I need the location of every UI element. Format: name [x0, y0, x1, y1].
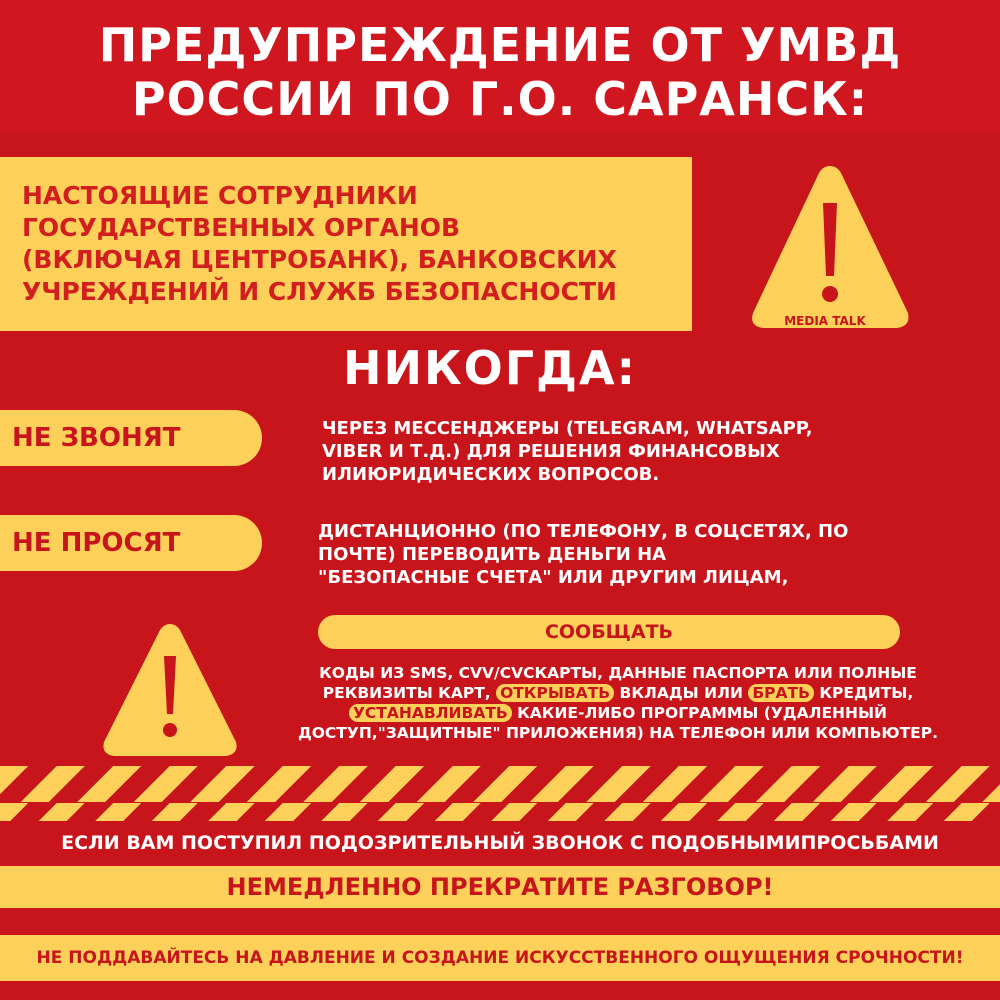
report-details [268, 663, 968, 743]
highlight-take: БРАТЬ [748, 684, 814, 702]
highlight-install: УСТАНАВЛИВАТЬ [349, 704, 512, 722]
never-heading: НИКОГДА: [343, 341, 637, 395]
details-line: ДОСТУП,"ЗАЩИТНЫЕ" ПРИЛОЖЕНИЯ) НА ТЕЛЕФОН ИЛИ КОМПЬЮТЕР. [297, 724, 939, 742]
details-line [268, 683, 968, 703]
rule-line: ИЛИЮРИДИЧЕСКИХ ВОПРОСОВ. [322, 464, 660, 485]
details-text: КРЕДИТЫ, [819, 684, 914, 702]
hazard-stripes [0, 803, 1000, 821]
page-title [0, 18, 1000, 126]
details-text: ВКЛАДЫ ИЛИ [619, 684, 743, 702]
rule-label-asks: НЕ ПРОСЯТ [0, 515, 262, 571]
rule-line: ДИСТАНЦИОННО (ПО ТЕЛЕФОНУ, В СОЦСЕТЯХ, ПО [318, 521, 849, 542]
details-text: КАКИЕ-ЛИБО ПРОГРАММЫ (УДАЛЕННЫЙ [517, 704, 888, 722]
intro-line: НАСТОЯЩИЕ СОТРУДНИКИ [22, 181, 418, 210]
stop-conversation-banner: НЕМЕДЛЕННО ПРЕКРАТИТЕ РАЗГОВОР! [0, 866, 1000, 908]
intro-line: (ВКЛЮЧАЯ ЦЕНТРОБАНК), БАНКОВСКИХ [22, 245, 617, 274]
warning-triangle-icon [100, 618, 240, 760]
rule-description-asks [318, 520, 958, 589]
rule-description-calls [322, 417, 962, 486]
rule-line: ПОЧТЕ) ПЕРЕВОДИТЬ ДЕНЬГИ НА [318, 544, 667, 565]
title-line-1: ПРЕДУПРЕЖДЕНИЕ ОТ УМВД [98, 18, 902, 72]
details-line [268, 703, 968, 723]
rule-line: "БЕЗОПАСНЫЕ СЧЕТА" ИЛИ ДРУГИМ ЛИЦАМ, [318, 567, 789, 588]
rule-line: ЧЕРЕЗ МЕССЕНДЖЕРЫ (TELEGRAM, WHATSAPP, [322, 418, 813, 439]
title-line-2: РОССИИ ПО Г.О. САРАНСК: [131, 72, 869, 126]
intro-text [22, 180, 692, 308]
warning-triangle-icon [745, 158, 915, 333]
highlight-open: ОТКРЫВАТЬ [496, 684, 614, 702]
rule-label-calls: НЕ ЗВОНЯТ [0, 410, 262, 466]
details-text: РЕКВИЗИТЫ КАРТ, [322, 684, 491, 702]
footer-banner: НЕ ПОДДАВАЙТЕСЬ НА ДАВЛЕНИЕ И СОЗДАНИЕ ИСКУССТВЕННОГО ОЩУЩЕНИЯ СРОЧНОСТИ! [0, 935, 1000, 981]
media-talk-logo: MEDIA TALK [784, 314, 866, 328]
intro-line: УЧРЕЖДЕНИЙ И СЛУЖБ БЕЗОПАСНОСТИ [22, 277, 617, 306]
hazard-stripes [0, 766, 1000, 802]
rule-line: VIBER И Т.Д.) ДЛЯ РЕШЕНИЯ ФИНАНСОВЫХ [322, 441, 780, 462]
intro-line: ГОСУДАРСТВЕННЫХ ОРГАНОВ [22, 213, 461, 242]
details-line: КОДЫ ИЗ SMS, CVV/CVCКАРТЫ, ДАННЫЕ ПАСПОРТА ИЛИ ПОЛНЫЕ [319, 664, 917, 682]
report-label: СООБЩАТЬ [318, 615, 900, 649]
suspicious-call-text: ЕСЛИ ВАМ ПОСТУПИЛ ПОДОЗРИТЕЛЬНЫЙ ЗВОНОК С ПОДОБНЫМИПРОСЬБАМИ [61, 832, 939, 854]
